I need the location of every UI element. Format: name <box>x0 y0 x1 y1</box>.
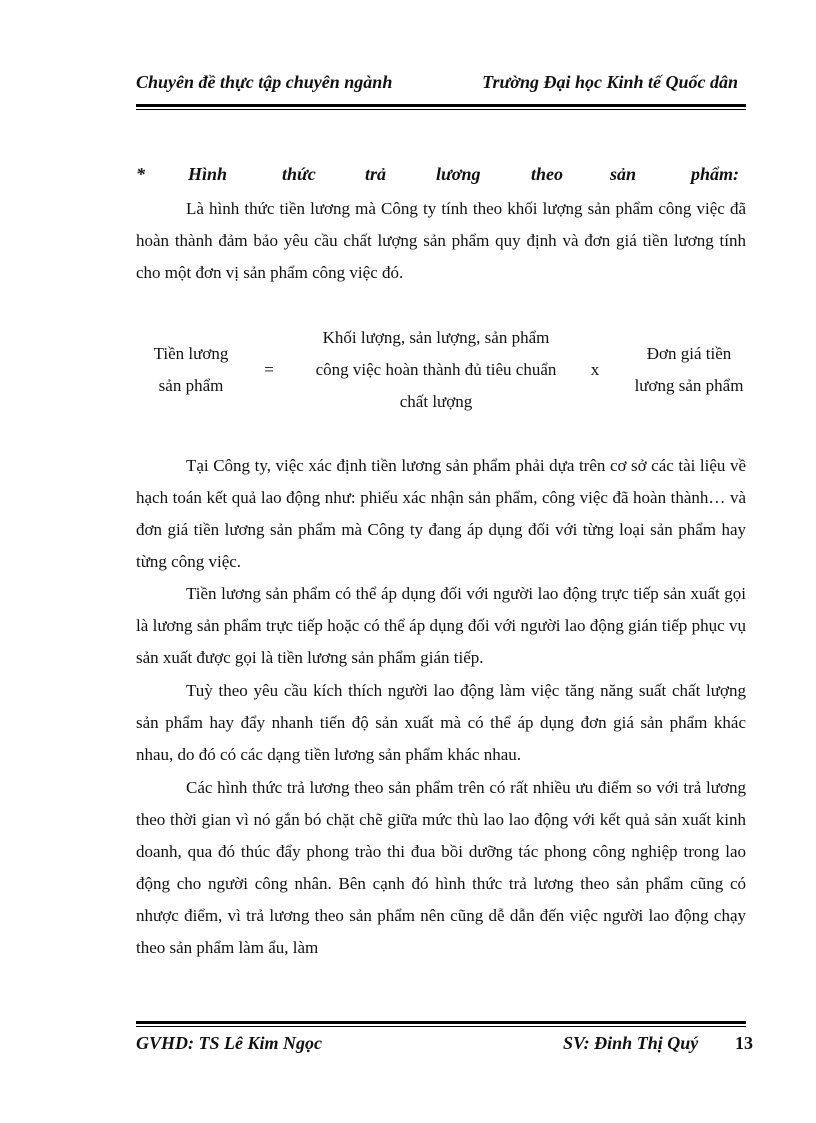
paragraph-4: Các hình thức trả lương theo sản phẩm trên có rất nhiều ưu điểm so với trả lương theo thời gian vì nó gắn bó chặt chẽ giữa mức thù lao lao động với kết quả sản xuất kinh doanh, qua đó thúc đẩy phong trào thi đua bồi dưỡng tác phong công nghiệp trong lao động cho người công nhân. Bên cạnh đó hình thức trả lương theo sản phẩm cũng có nhược điểm, vì trả lương theo sản phẩm nên cũng dễ dẫn đến việc người lao động chạy theo sản phẩm làm ẩu, làm <box>136 778 746 957</box>
formula-mid-line: Khối lượng, sản lượng, sản phẩm <box>322 328 550 347</box>
formula-rhs-line: Đơn giá tiền <box>646 344 732 363</box>
formula-numerator <box>291 322 581 418</box>
header-rule-thin <box>136 109 746 110</box>
footer-advisor: GVHD: TS Lê Kim Ngọc <box>136 1033 322 1053</box>
paragraph-2: Tiền lương sản phẩm có thể áp dụng đối với người lao động trực tiếp sản xuất gọi là lương sản phẩm trực tiếp hoặc có thể áp dụng đối với người lao động gián tiếp phục vụ sản xuất được gọi là tiền lương sản phẩm gián tiếp. <box>136 584 746 667</box>
footer-student: SV: Đinh Thị Quý <box>563 1033 699 1053</box>
formula-mid-line: công việc hoàn thành đủ tiêu chuẩn <box>315 360 557 379</box>
formula-mid-line: chất lượng <box>399 392 473 411</box>
section-heading <box>136 164 764 192</box>
section-word: sản <box>610 164 637 184</box>
section-word: Hình <box>188 164 228 184</box>
header-rule-thick <box>136 104 746 107</box>
section-bullet: * <box>136 164 145 184</box>
footer-rule-thick <box>136 1021 746 1024</box>
page-footer <box>136 1033 764 1059</box>
formula-lhs <box>136 338 246 402</box>
formula-lhs-line: sản phẩm <box>158 376 224 395</box>
section-word: lương <box>436 164 481 184</box>
formula-equals: = <box>264 360 274 379</box>
section-word: thức <box>282 164 316 184</box>
paragraph-3: Tuỳ theo yêu cầu kích thích người lao động làm việc tăng năng suất chất lượng sản phẩm hay đẩy nhanh tiến độ sản xuất mà có thể áp dụng đơn giá sản phẩm khác nhau, do đó có các dạng tiền lương sản phẩm khác nhau. <box>136 681 746 764</box>
section-word: phẩm: <box>691 164 740 184</box>
paragraph-1: Tại Công ty, việc xác định tiền lương sản phẩm phải dựa trên cơ sở các tài liệu về hạch toán kết quả lao động như: phiếu xác nhận sản phẩm, công việc đã hoàn thành… và đơn giá tiền lương sản phẩm mà Công ty đang áp dụng đối với từng loại sản phẩm hay từng công việc. <box>136 456 746 571</box>
salary-formula <box>136 322 764 422</box>
section-word: theo <box>531 164 564 184</box>
paragraph-intro: Là hình thức tiền lương mà Công ty tính theo khối lượng sản phẩm công việc đã hoàn thành đảm bảo yêu cầu chất lượng sản phẩm quy định và đơn giá tiền lương tính cho một đơn vị sản phẩm công việc đó. <box>136 199 746 282</box>
header-course-title: Chuyên đề thực tập chuyên ngành <box>136 72 393 92</box>
formula-times: x <box>590 360 600 379</box>
page-header <box>136 72 740 98</box>
formula-rhs-line: lương sản phẩm <box>634 376 744 395</box>
formula-lhs-line: Tiền lương <box>153 344 229 363</box>
formula-rhs <box>614 338 764 402</box>
page-number: 13 <box>735 1033 753 1053</box>
section-word: trả <box>365 164 387 184</box>
footer-rule-thin <box>136 1026 746 1027</box>
header-university: Trường Đại học Kinh tế Quốc dân <box>482 72 738 92</box>
